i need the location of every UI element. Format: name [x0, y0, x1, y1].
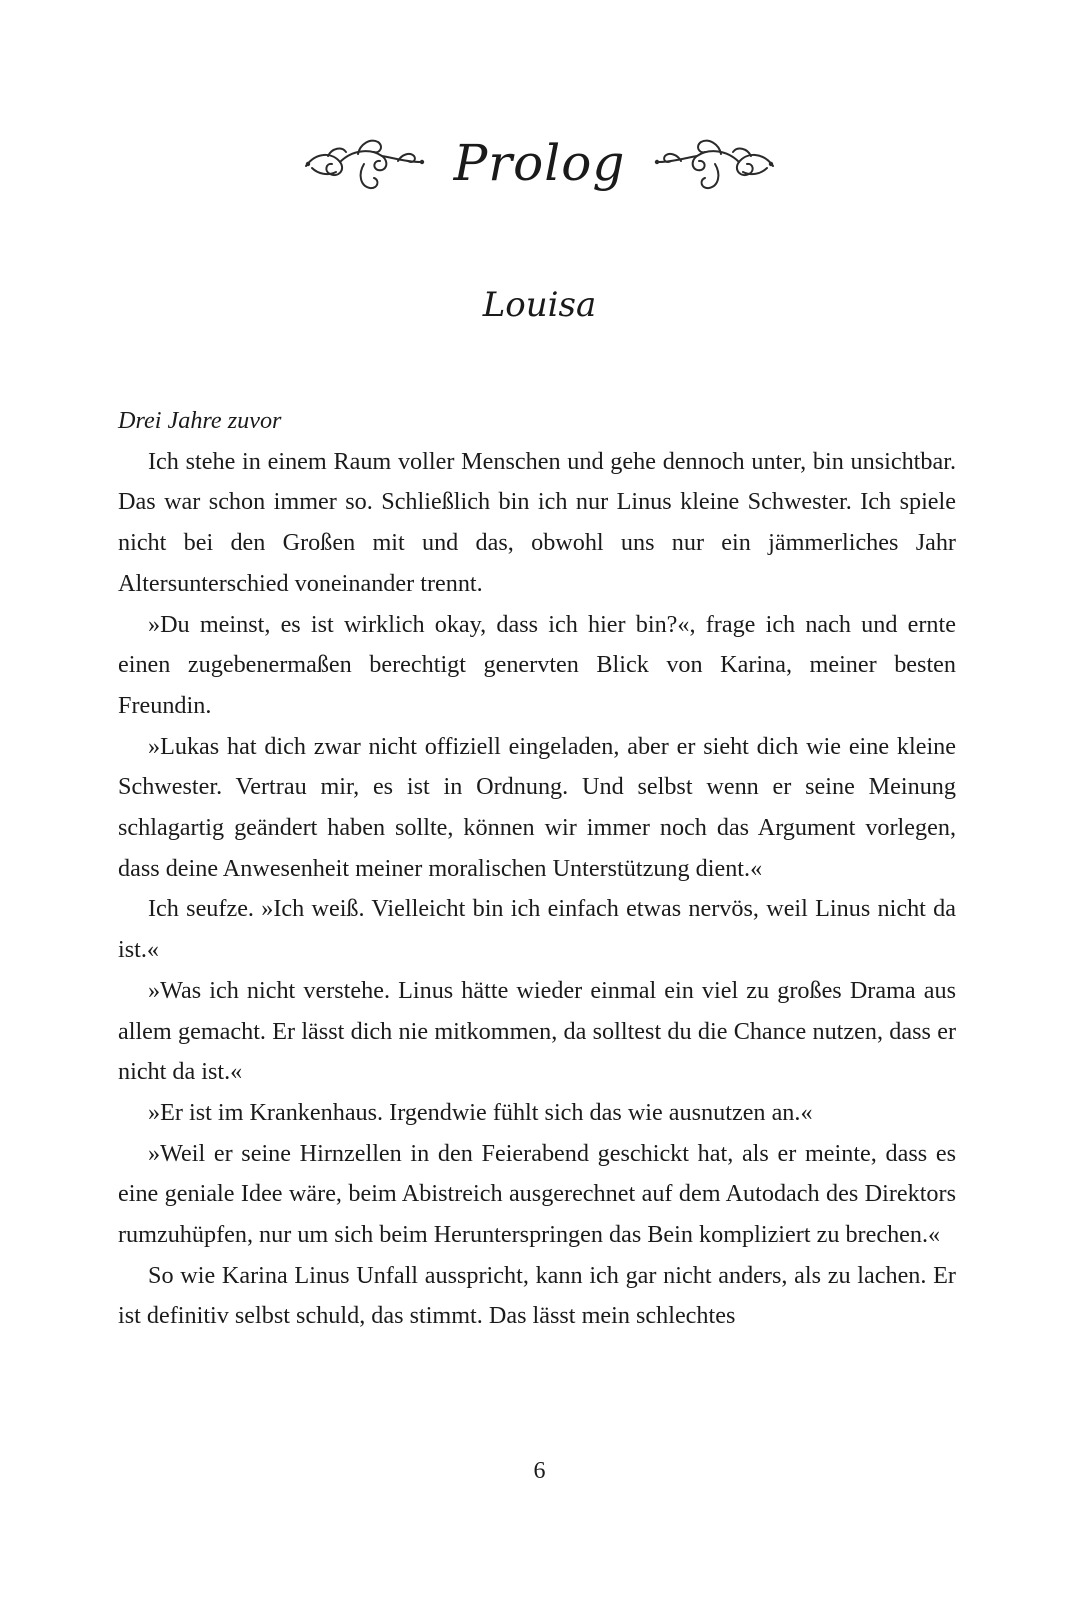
paragraph: »Weil er seine Hirnzellen in den Feierabend geschickt hat, als er meinte, dass es eine geniale Idee wäre, beim Abistreich ausgerechnet auf dem Autodach des Direktors rumzuhüpfen, nur um sich beim Herunterspringen das Bein kompliziert zu brechen.« — [118, 1139, 956, 1249]
chapter-title: Prolog — [453, 134, 626, 192]
chapter-heading — [0, 118, 1079, 208]
paragraph: So wie Karina Linus Unfall ausspricht, kann ich gar nicht anders, als zu lachen. Er ist definitiv selbst schuld, das stimmt. Das lässt mein schlechtes — [118, 1261, 956, 1330]
chapter-body — [118, 401, 956, 1337]
paragraph: »Er ist im Krankenhaus. Irgendwie fühlt sich das wie ausnutzen an.« — [148, 1098, 813, 1126]
paragraph: Ich seufze. »Ich weiß. Vielleicht bin ich einfach etwas nervös, weil Linus nicht da ist.« — [118, 895, 956, 964]
flourish-ornament-right-icon — [651, 128, 781, 198]
paragraph: »Was ich nicht verstehe. Linus hätte wieder einmal ein viel zu großes Drama aus allem gemacht. Er lässt dich nie mitkommen, da solltest du die Chance nutzen, dass er nicht da ist.« — [118, 976, 956, 1086]
pov-character-name: Louisa — [482, 285, 597, 325]
paragraph: Ich stehe in einem Raum voller Menschen und gehe dennoch unter, bin unsichtbar. Das war schon immer so. Schließlich bin ich nur Linus kleine Schwester. Ich spiele nicht bei den Großen mit und das, obwohl uns nur ein jämmerliches Jahr Altersunterschied voneinander trennt. — [118, 447, 956, 597]
paragraph: »Du meinst, es ist wirklich okay, dass ich hier bin?«, frage ich nach und ernte einen zugebenermaßen berechtigt genervten Blick von Karina, meiner besten Freundin. — [118, 610, 956, 719]
flourish-ornament-left-icon — [298, 128, 428, 198]
timeframe-label: Drei Jahre zuvor — [118, 407, 282, 434]
paragraph: »Lukas hat dich zwar nicht offiziell eingeladen, aber er sieht dich wie eine kleine Schwester. Vertrau mir, es ist in Ordnung. Und selbst wenn er seine Meinung schlagartig geändert haben sollte, können wir immer noch das Argument vorlegen, dass deine Anwesenheit meiner moralischen Unterstützung dient.« — [118, 732, 956, 882]
page-number: 6 — [533, 1458, 546, 1484]
